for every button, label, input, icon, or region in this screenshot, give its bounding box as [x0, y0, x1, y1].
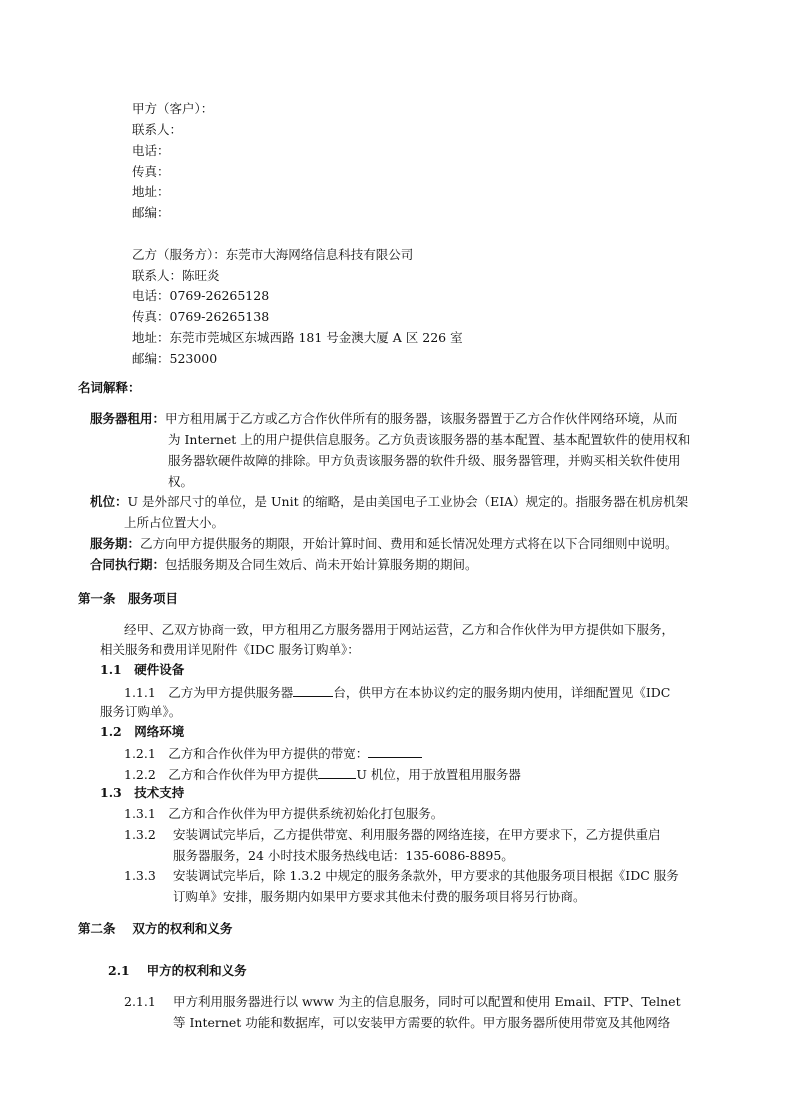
party-b-fax: 传真：0769-26265138	[132, 309, 270, 324]
party-a-title: 甲方（客户）：	[132, 101, 214, 116]
definition-text: 包括服务期及合同生效后、尚未开始计算服务期的期间。	[165, 557, 478, 572]
party-b-address: 地址：东莞市莞城区东城西路 181 号金澳大厦 A 区 226 室	[132, 330, 463, 345]
section-1-1-title: 1.1 硬件设备	[100, 662, 185, 677]
term-unit: 机位：	[90, 494, 128, 509]
clause-1-2-1	[124, 746, 422, 761]
definition-server-rental-l2: 为 Internet 上的用户提供信息服务。乙方负责该服务器的基本配置、基本配置软件的使用权和	[168, 432, 691, 447]
party-a-address: 地址：	[132, 184, 170, 199]
clause-1-3-3-l2: 订购单》安排，服务期内如果甲方要求其他未付费的服务项目将另行协商。	[173, 889, 586, 904]
definition-unit-l2: 上所占位置大小。	[124, 515, 225, 530]
clause-1-1-1	[124, 685, 670, 700]
party-b-phone: 电话：0769-26265128	[132, 288, 270, 303]
definitions-heading: 名词解释：	[78, 380, 141, 395]
clause-1-3-2-l2: 服务器服务，24 小时技术服务热线电话：135-6086-8895。	[173, 848, 514, 863]
definition-unit-l1	[90, 496, 688, 509]
clause-1-3-3-l1: 安装调试完毕后，除 1.3.2 中规定的服务条款外，甲方要求的其他服务项目根据《IDC 服务	[173, 868, 679, 883]
clause-2-1-1-l1: 甲方利用服务器进行以 www 为主的信息服务，同时可以配置和使用 Email、FTP、Telnet	[173, 994, 681, 1009]
article2-heading: 第二条 双方的权利和义务	[78, 921, 233, 936]
section-2-1-title: 2.1 甲方的权利和义务	[108, 963, 247, 978]
blank-bandwidth	[368, 746, 422, 758]
clause-1-2-2-text-2: U 机位，用于放置租用服务器	[356, 767, 521, 782]
party-a-postcode: 邮编：	[132, 205, 170, 220]
clause-1-3-3-number: 1.3.3	[124, 868, 156, 883]
definition-exec	[90, 559, 478, 572]
definition-text: U 是外部尺寸的单位，是 Unit 的缩略，是由美国电子工业协会（EIA）规定的。指服务器在机房机架	[127, 494, 689, 509]
article1-heading: 第一条 服务项目	[78, 591, 179, 606]
definition-text: 甲方租用属于乙方或乙方合作伙伴所有的服务器，该服务器置于乙方合作伙伴网络环境，从而	[165, 411, 678, 426]
definition-server-rental-l4: 权。	[168, 474, 194, 489]
clause-1-1-1-text-2: 台，供甲方在本协议约定的服务期内使用，详细配置见《IDC	[333, 685, 671, 700]
section-1-3-title: 1.3 技术支持	[100, 785, 185, 800]
article1-intro-l1: 经甲、乙双方协商一致，甲方租用乙方服务器用于网站运营，乙方和合作伙伴为甲方提供如下服务，	[124, 622, 675, 637]
clause-1-3-2-l1: 安装调试完毕后，乙方提供带宽、利用服务器的网络连接，在甲方要求下，乙方提供重启	[173, 827, 661, 842]
term-period: 服务期：	[90, 536, 141, 551]
definition-period	[90, 538, 678, 551]
clause-2-1-1-number: 2.1.1	[124, 994, 156, 1009]
blank-server-count	[293, 685, 333, 697]
blank-unit-count	[318, 767, 356, 779]
definition-server-rental-l1	[90, 413, 678, 426]
term-exec: 合同执行期：	[90, 557, 166, 572]
clause-1-1-1-text: 1.1.1 乙方为甲方提供服务器	[124, 685, 294, 700]
clause-1-1-1-l2: 服务订购单》。	[100, 704, 182, 719]
party-a-fax: 传真：	[132, 164, 170, 179]
definition-text: 乙方向甲方提供服务的期限，开始计算时间、费用和延长情况处理方式将在以下合同细则中说明。	[140, 536, 678, 551]
clause-1-2-2	[124, 767, 521, 782]
section-1-2-title: 1.2 网络环境	[100, 724, 185, 739]
clause-1-3-1: 1.3.1 乙方和合作伙伴为甲方提供系统初始化打包服务。	[124, 806, 444, 821]
party-b-title: 乙方（服务方）：东莞市大海网络信息科技有限公司	[132, 247, 414, 262]
article1-intro-l2: 相关服务和费用详见附件《IDC 服务订购单》：	[100, 642, 360, 657]
clause-1-2-2-text: 1.2.2 乙方和合作伙伴为甲方提供	[124, 767, 319, 782]
clause-2-1-1-l2: 等 Internet 功能和数据库，可以安装甲方需要的软件。甲方服务器所使用带宽及其他网络	[173, 1015, 671, 1030]
clause-1-2-1-text: 1.2.1 乙方和合作伙伴为甲方提供的带宽：	[124, 746, 369, 761]
term-server-rental: 服务器租用：	[90, 411, 166, 426]
party-a-phone: 电话：	[132, 143, 170, 158]
definition-server-rental-l3: 服务器软硬件故障的排除。甲方负责该服务器的软件升级、服务器管理，并购买相关软件使用	[168, 453, 681, 468]
party-a-contact: 联系人：	[132, 122, 183, 137]
party-b-postcode: 邮编：523000	[132, 351, 218, 366]
clause-1-3-2-number: 1.3.2	[124, 827, 156, 842]
party-b-contact: 联系人：陈旺炎	[132, 268, 220, 283]
